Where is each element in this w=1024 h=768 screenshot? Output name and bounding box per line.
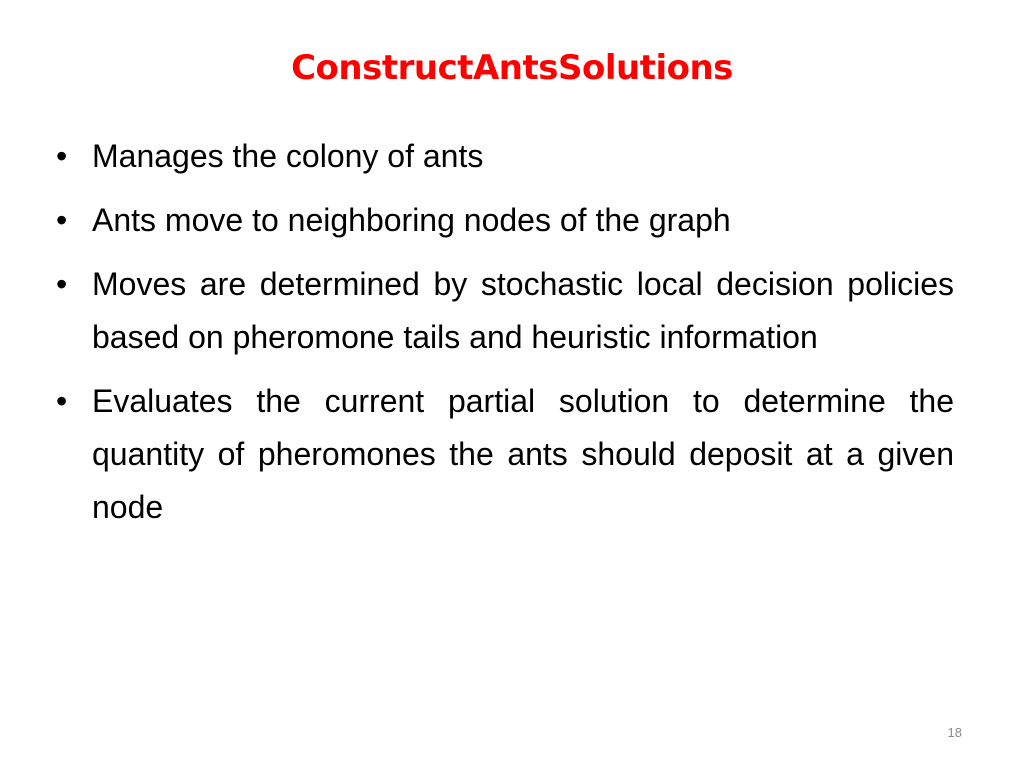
bullet-item [56,258,954,364]
slide-title: ConstructAntsSolutions [291,48,733,88]
bullet-text: Manages the colony of ants [92,138,484,174]
bullet-item [56,130,954,183]
bullet-list [56,130,954,545]
bullet-text: Evaluates the current partial solution to determine the quantity of pheromones the ants should deposit at a given node [92,383,954,525]
bullet-dot-icon: • [56,202,68,238]
bullet-item [56,375,954,534]
bullet-text: Ants move to neighboring nodes of the graph [92,202,731,238]
bullet-dot-icon: • [56,266,68,302]
page-number: 18 [947,725,962,740]
bullet-text: Moves are determined by stochastic local decision policies based on pheromone tails and heuristic information [92,266,954,355]
bullet-dot-icon: • [56,383,68,419]
bullet-dot-icon: • [56,138,68,174]
bullet-item [56,194,954,247]
